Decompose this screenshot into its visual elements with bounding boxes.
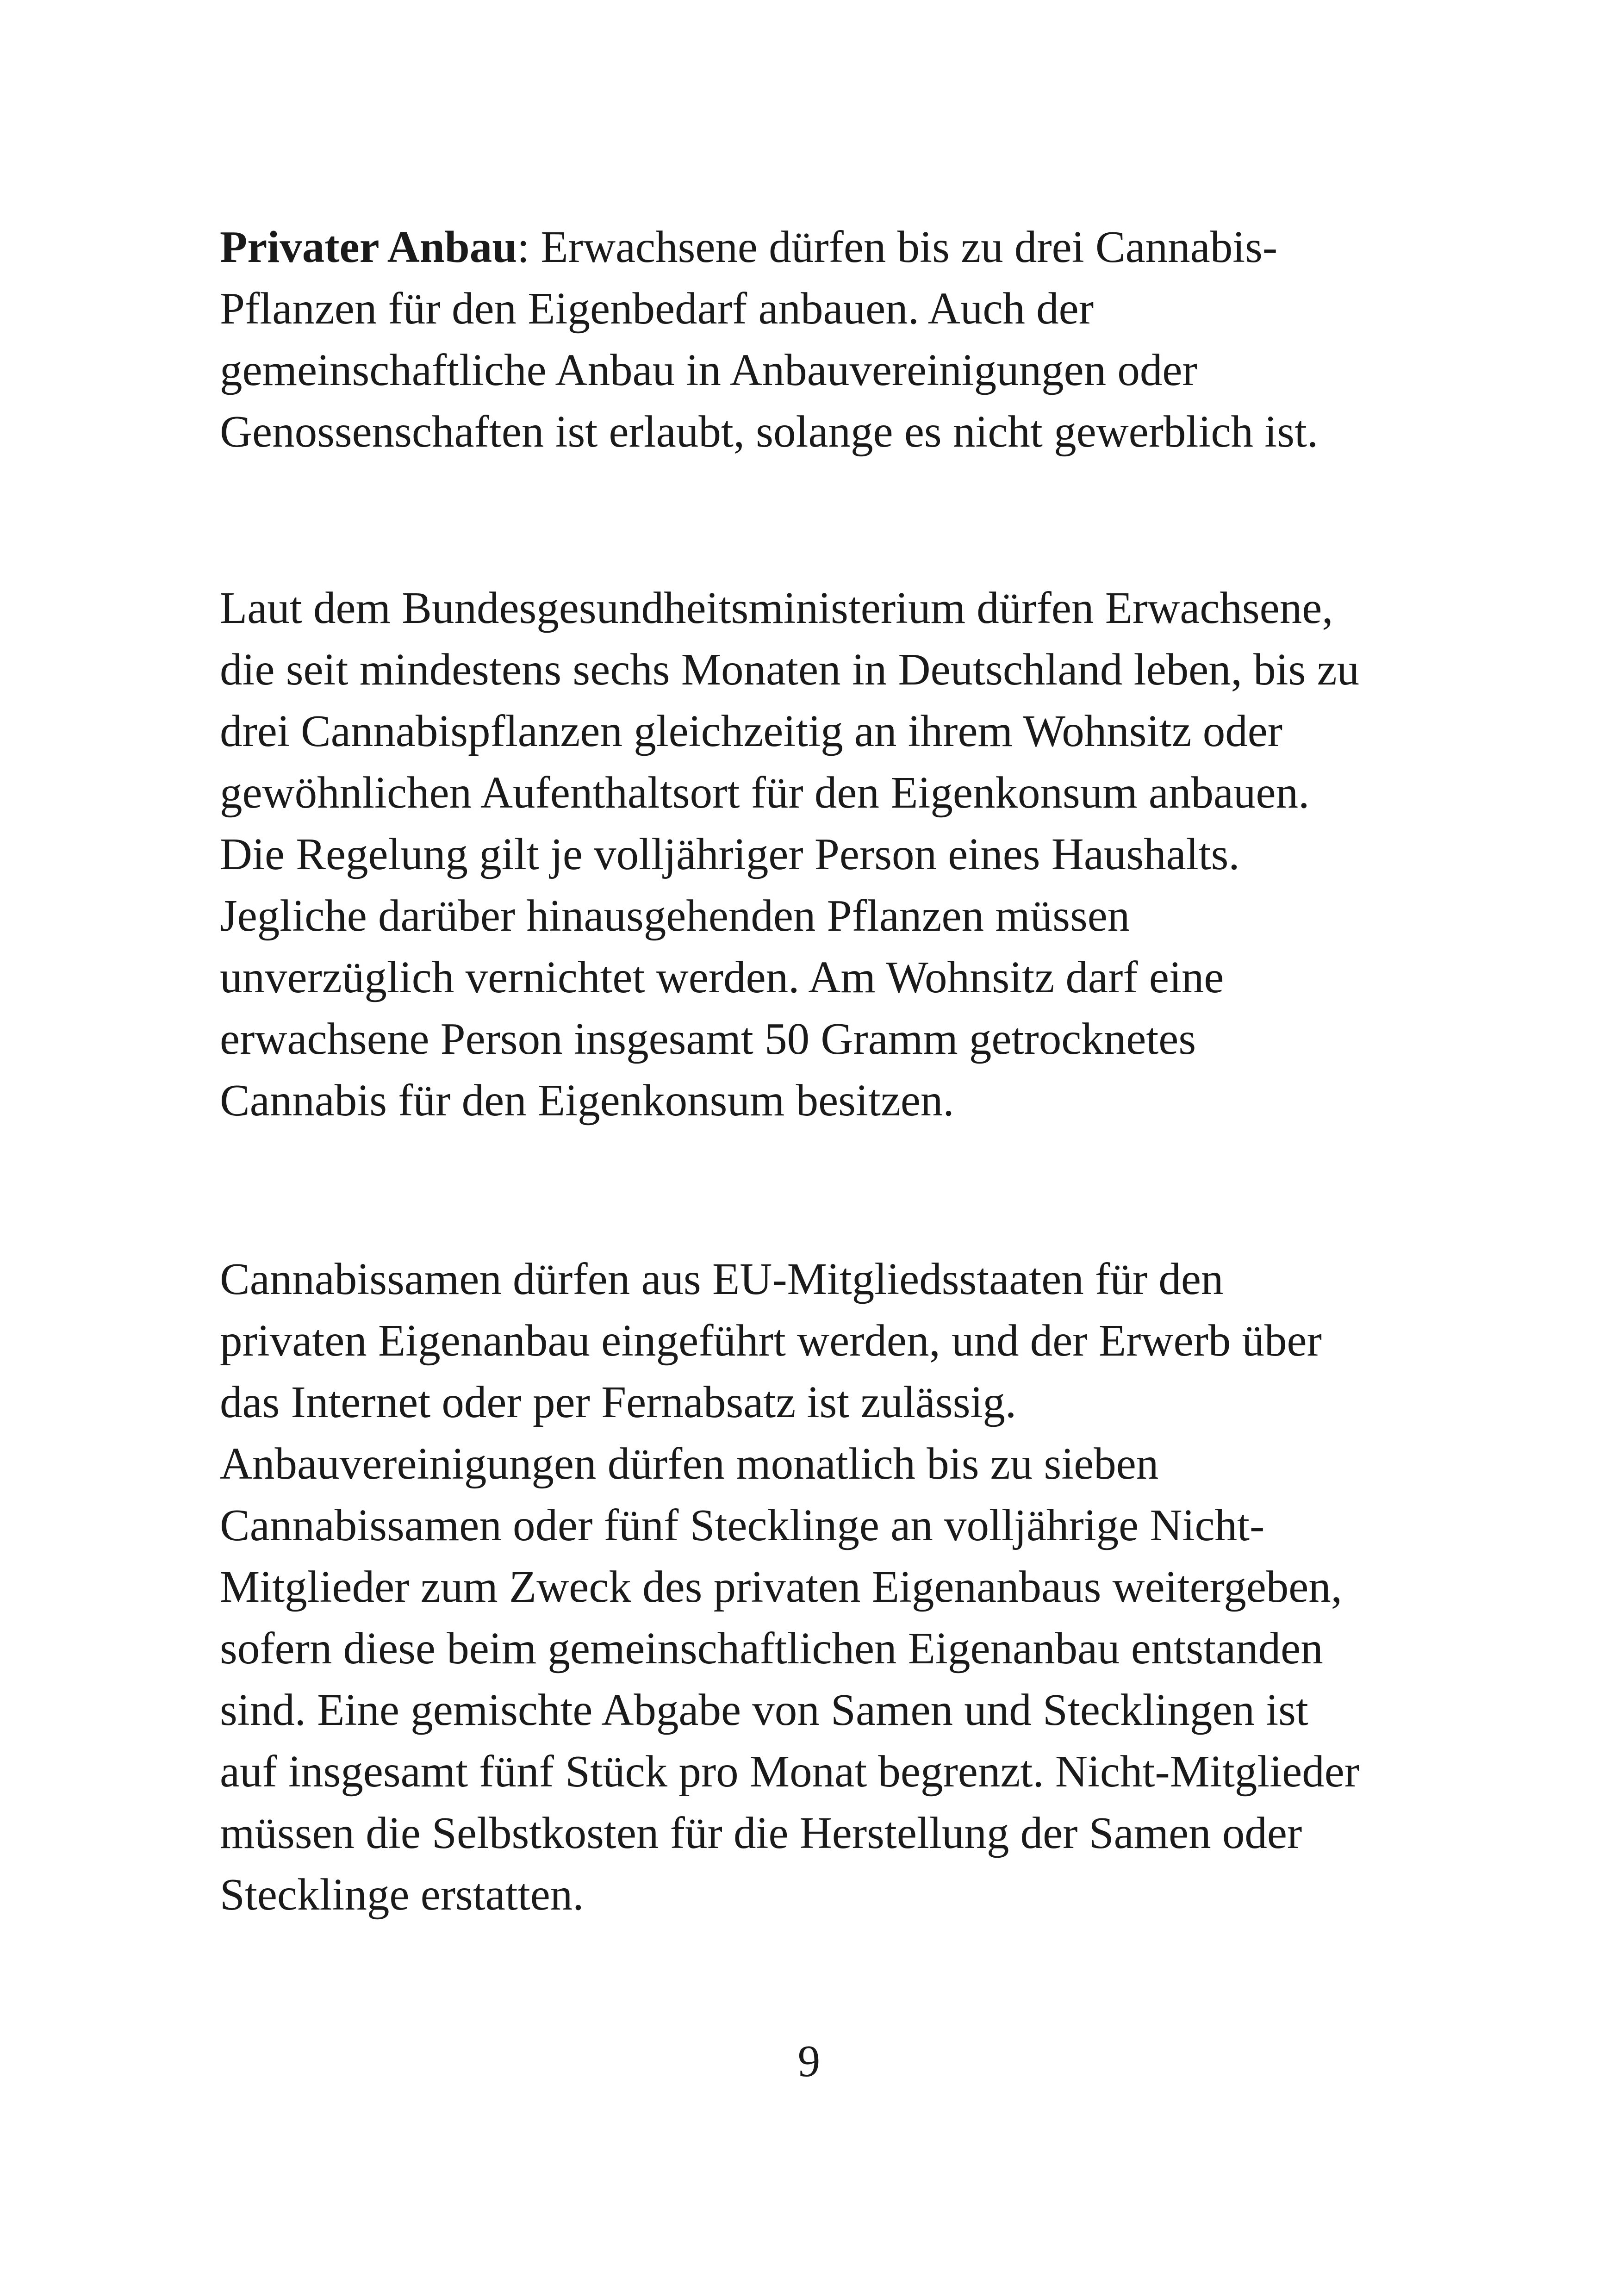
text-line: das Internet oder per Fernabsatz ist zulässig. bbox=[220, 1377, 1017, 1427]
text-line: Cannabissamen oder fünf Stecklinge an volljährige Nicht- bbox=[220, 1500, 1265, 1550]
page-number: 9 bbox=[797, 2036, 821, 2086]
text-line: Cannabis für den Eigenkonsum besitzen. bbox=[220, 1076, 954, 1125]
text-line: erwachsene Person insgesamt 50 Gramm getrocknetes bbox=[220, 1014, 1196, 1064]
line-text: : Erwachsene dürfen bis zu drei Cannabis- bbox=[517, 222, 1278, 272]
text-line bbox=[220, 216, 1423, 278]
text-line: die seit mindestens sechs Monaten in Deutschland leben, bis zu bbox=[220, 645, 1360, 694]
text-line: Genossenschaften ist erlaubt, solange es nicht gewerblich ist. bbox=[220, 407, 1319, 456]
text-line: privaten Eigenanbau eingeführt werden, und der Erwerb über bbox=[220, 1316, 1322, 1365]
text-line: unverzüglich vernichtet werden. Am Wohnsitz darf eine bbox=[220, 952, 1224, 1002]
text-line: Stecklinge erstatten. bbox=[220, 1870, 584, 1919]
text-line: gemeinschaftliche Anbau in Anbauvereinigungen oder bbox=[220, 345, 1197, 395]
text-line: müssen die Selbstkosten für die Herstellung der Samen oder bbox=[220, 1808, 1302, 1858]
text-line: gewöhnlichen Aufenthaltsort für den Eigenkonsum anbauen. bbox=[220, 768, 1310, 817]
text-line: Laut dem Bundesgesundheitsministerium dürfen Erwachsene, bbox=[220, 583, 1333, 633]
text-line: sofern diese beim gemeinschaftlichen Eigenanbau entstanden bbox=[220, 1624, 1323, 1673]
text-line: drei Cannabispflanzen gleichzeitig an ihrem Wohnsitz oder bbox=[220, 706, 1283, 756]
text-line: sind. Eine gemischte Abgabe von Samen und Stecklingen ist bbox=[220, 1685, 1308, 1735]
text-line: Mitglieder zum Zweck des privaten Eigenanbaus weitergeben, bbox=[220, 1562, 1343, 1612]
text-line: Die Regelung gilt je volljähriger Person eines Haushalts. bbox=[220, 829, 1240, 879]
text-line: Cannabissamen dürfen aus EU-Mitgliedsstaaten für den bbox=[220, 1254, 1224, 1304]
text-line: Anbauvereinigungen dürfen monatlich bis zu sieben bbox=[220, 1439, 1159, 1488]
text-line: Pflanzen für den Eigenbedarf anbauen. Auch der bbox=[220, 284, 1094, 333]
text-line: Jegliche darüber hinausgehenden Pflanzen müssen bbox=[220, 891, 1130, 940]
text-line: auf insgesamt fünf Stück pro Monat begrenzt. Nicht-Mitglieder bbox=[220, 1747, 1360, 1796]
paragraph-health-ministry-rules bbox=[220, 577, 1423, 1131]
paragraph-seeds-and-cuttings bbox=[220, 1248, 1423, 1925]
lead-term: Privater Anbau bbox=[220, 222, 517, 272]
paragraph-private-cultivation bbox=[220, 216, 1423, 462]
